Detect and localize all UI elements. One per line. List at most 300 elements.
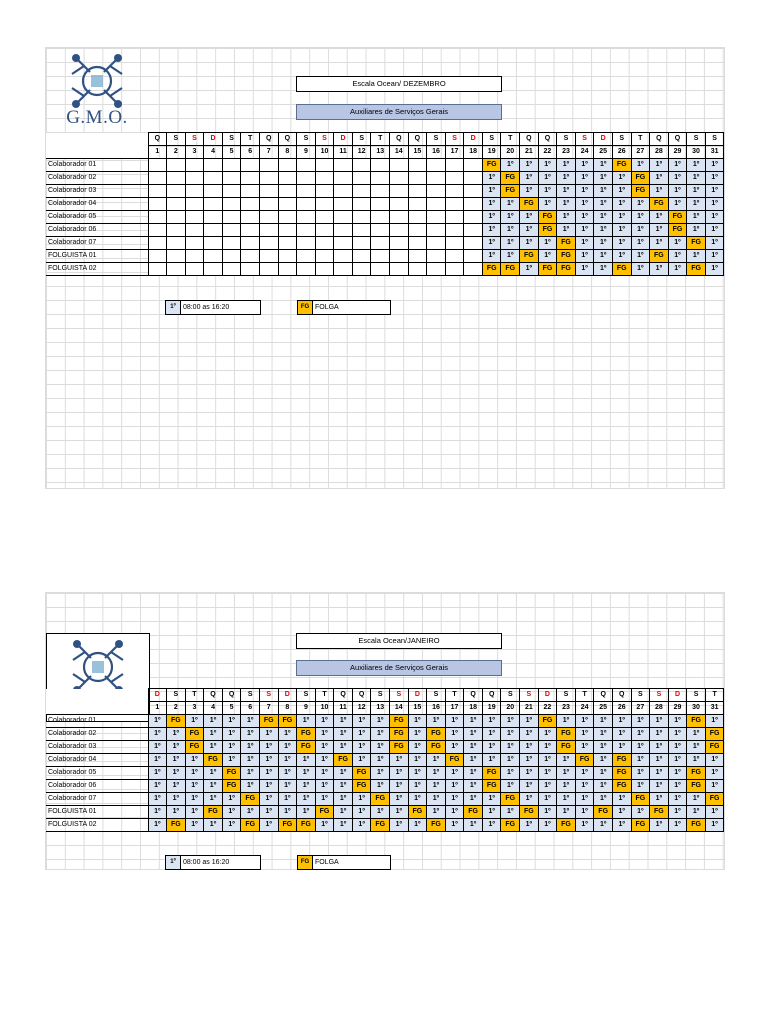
shift-cell[interactable] bbox=[222, 237, 241, 250]
shift-cell[interactable]: 1º bbox=[315, 819, 334, 832]
shift-cell[interactable] bbox=[148, 250, 167, 263]
shift-cell[interactable]: 1º bbox=[668, 806, 687, 819]
shift-cell[interactable]: 1º bbox=[631, 806, 650, 819]
shift-cell[interactable]: 1º bbox=[668, 185, 687, 198]
shift-cell[interactable] bbox=[390, 159, 409, 172]
shift-cell[interactable]: 1º bbox=[557, 198, 576, 211]
shift-cell[interactable] bbox=[352, 250, 371, 263]
shift-cell[interactable]: FG bbox=[427, 728, 446, 741]
shift-cell[interactable]: 1º bbox=[464, 715, 483, 728]
shift-cell[interactable]: 1º bbox=[650, 715, 669, 728]
shift-cell[interactable]: 1º bbox=[631, 754, 650, 767]
shift-cell[interactable]: FG bbox=[297, 741, 316, 754]
shift-cell[interactable] bbox=[278, 237, 297, 250]
shift-cell[interactable]: 1º bbox=[482, 185, 501, 198]
shift-cell[interactable]: 1º bbox=[259, 780, 278, 793]
shift-cell[interactable] bbox=[167, 198, 186, 211]
shift-cell[interactable]: FG bbox=[687, 237, 706, 250]
shift-cell[interactable] bbox=[278, 185, 297, 198]
shift-cell[interactable]: FG bbox=[408, 806, 427, 819]
shift-cell[interactable] bbox=[334, 263, 353, 276]
shift-cell[interactable]: FG bbox=[315, 806, 334, 819]
shift-cell[interactable]: 1º bbox=[167, 728, 186, 741]
shift-cell[interactable] bbox=[371, 198, 390, 211]
shift-cell[interactable]: FG bbox=[352, 767, 371, 780]
shift-cell[interactable] bbox=[315, 211, 334, 224]
shift-cell[interactable]: 1º bbox=[668, 159, 687, 172]
shift-cell[interactable] bbox=[427, 224, 446, 237]
shift-cell[interactable]: 1º bbox=[520, 185, 539, 198]
shift-cell[interactable] bbox=[167, 263, 186, 276]
shift-cell[interactable] bbox=[241, 198, 260, 211]
shift-cell[interactable]: 1º bbox=[241, 715, 260, 728]
shift-cell[interactable]: FG bbox=[278, 715, 297, 728]
shift-cell[interactable] bbox=[148, 263, 167, 276]
shift-cell[interactable]: 1º bbox=[631, 224, 650, 237]
shift-cell[interactable] bbox=[185, 250, 204, 263]
shift-cell[interactable]: FG bbox=[371, 793, 390, 806]
shift-cell[interactable]: 1º bbox=[594, 715, 613, 728]
shift-cell[interactable]: FG bbox=[185, 728, 204, 741]
shift-cell[interactable] bbox=[222, 159, 241, 172]
shift-cell[interactable]: 1º bbox=[241, 741, 260, 754]
shift-cell[interactable]: FG bbox=[650, 806, 669, 819]
shift-cell[interactable]: 1º bbox=[687, 185, 706, 198]
shift-cell[interactable]: 1º bbox=[334, 728, 353, 741]
shift-cell[interactable]: 1º bbox=[445, 767, 464, 780]
shift-cell[interactable]: 1º bbox=[520, 263, 539, 276]
shift-cell[interactable]: 1º bbox=[390, 780, 409, 793]
shift-cell[interactable]: 1º bbox=[259, 806, 278, 819]
shift-cell[interactable]: FG bbox=[371, 819, 390, 832]
shift-cell[interactable]: FG bbox=[297, 819, 316, 832]
shift-cell[interactable]: FG bbox=[204, 806, 223, 819]
shift-cell[interactable] bbox=[185, 211, 204, 224]
shift-cell[interactable]: 1º bbox=[371, 728, 390, 741]
shift-cell[interactable]: 1º bbox=[612, 728, 631, 741]
shift-cell[interactable] bbox=[464, 198, 483, 211]
shift-cell[interactable]: 1º bbox=[501, 237, 520, 250]
shift-cell[interactable] bbox=[445, 185, 464, 198]
shift-cell[interactable]: 1º bbox=[538, 754, 557, 767]
shift-cell[interactable] bbox=[445, 172, 464, 185]
shift-cell[interactable]: 1º bbox=[687, 741, 706, 754]
shift-cell[interactable]: 1º bbox=[650, 159, 669, 172]
shift-cell[interactable]: FG bbox=[501, 185, 520, 198]
shift-cell[interactable]: 1º bbox=[222, 819, 241, 832]
shift-cell[interactable]: 1º bbox=[390, 806, 409, 819]
shift-cell[interactable]: 1º bbox=[520, 754, 539, 767]
shift-cell[interactable]: 1º bbox=[371, 780, 390, 793]
shift-cell[interactable]: 1º bbox=[650, 263, 669, 276]
shift-cell[interactable]: 1º bbox=[705, 185, 724, 198]
shift-cell[interactable]: 1º bbox=[259, 767, 278, 780]
shift-cell[interactable]: 1º bbox=[167, 806, 186, 819]
shift-cell[interactable]: 1º bbox=[650, 793, 669, 806]
shift-cell[interactable]: FG bbox=[687, 780, 706, 793]
shift-cell[interactable] bbox=[315, 224, 334, 237]
shift-cell[interactable]: FG bbox=[557, 728, 576, 741]
shift-cell[interactable] bbox=[352, 172, 371, 185]
shift-cell[interactable]: 1º bbox=[501, 728, 520, 741]
shift-cell[interactable]: 1º bbox=[445, 715, 464, 728]
shift-cell[interactable]: FG bbox=[687, 767, 706, 780]
shift-cell[interactable]: FG bbox=[464, 806, 483, 819]
shift-cell[interactable]: 1º bbox=[594, 211, 613, 224]
shift-cell[interactable] bbox=[352, 198, 371, 211]
shift-cell[interactable]: 1º bbox=[222, 741, 241, 754]
shift-cell[interactable] bbox=[167, 237, 186, 250]
shift-cell[interactable]: 1º bbox=[445, 793, 464, 806]
shift-cell[interactable] bbox=[352, 237, 371, 250]
shift-cell[interactable]: 1º bbox=[650, 172, 669, 185]
shift-cell[interactable] bbox=[241, 263, 260, 276]
shift-cell[interactable]: 1º bbox=[612, 250, 631, 263]
shift-cell[interactable]: 1º bbox=[315, 741, 334, 754]
shift-cell[interactable]: 1º bbox=[650, 819, 669, 832]
shift-cell[interactable]: FG bbox=[650, 250, 669, 263]
shift-cell[interactable] bbox=[464, 211, 483, 224]
shift-cell[interactable]: 1º bbox=[650, 211, 669, 224]
shift-cell[interactable]: 1º bbox=[241, 806, 260, 819]
shift-cell[interactable]: 1º bbox=[352, 728, 371, 741]
shift-cell[interactable]: 1º bbox=[482, 793, 501, 806]
shift-cell[interactable] bbox=[297, 224, 316, 237]
shift-cell[interactable] bbox=[241, 185, 260, 198]
shift-cell[interactable]: 1º bbox=[575, 263, 594, 276]
shift-cell[interactable]: 1º bbox=[464, 819, 483, 832]
shift-cell[interactable] bbox=[185, 172, 204, 185]
shift-cell[interactable]: FG bbox=[705, 741, 724, 754]
shift-cell[interactable]: 1º bbox=[705, 172, 724, 185]
shift-cell[interactable]: 1º bbox=[315, 767, 334, 780]
shift-cell[interactable]: 1º bbox=[612, 211, 631, 224]
shift-cell[interactable]: 1º bbox=[352, 793, 371, 806]
shift-cell[interactable]: 1º bbox=[687, 172, 706, 185]
shift-cell[interactable]: 1º bbox=[705, 767, 724, 780]
shift-cell[interactable] bbox=[445, 224, 464, 237]
shift-cell[interactable]: 1º bbox=[705, 211, 724, 224]
shift-cell[interactable]: 1º bbox=[594, 819, 613, 832]
shift-cell[interactable]: 1º bbox=[445, 728, 464, 741]
shift-cell[interactable]: 1º bbox=[185, 754, 204, 767]
shift-cell[interactable] bbox=[427, 185, 446, 198]
shift-cell[interactable] bbox=[408, 172, 427, 185]
shift-cell[interactable]: 1º bbox=[520, 793, 539, 806]
shift-cell[interactable]: 1º bbox=[705, 819, 724, 832]
shift-cell[interactable]: FG bbox=[334, 754, 353, 767]
shift-cell[interactable]: FG bbox=[594, 806, 613, 819]
shift-cell[interactable]: FG bbox=[538, 263, 557, 276]
shift-cell[interactable]: 1º bbox=[501, 715, 520, 728]
shift-cell[interactable] bbox=[352, 159, 371, 172]
shift-cell[interactable]: 1º bbox=[612, 819, 631, 832]
shift-cell[interactable] bbox=[371, 224, 390, 237]
shift-cell[interactable]: 1º bbox=[259, 793, 278, 806]
shift-cell[interactable]: 1º bbox=[650, 780, 669, 793]
shift-cell[interactable]: 1º bbox=[185, 780, 204, 793]
shift-cell[interactable] bbox=[297, 250, 316, 263]
shift-cell[interactable] bbox=[390, 224, 409, 237]
shift-cell[interactable] bbox=[390, 198, 409, 211]
shift-cell[interactable] bbox=[390, 250, 409, 263]
shift-cell[interactable] bbox=[167, 159, 186, 172]
shift-cell[interactable]: 1º bbox=[538, 793, 557, 806]
shift-cell[interactable]: 1º bbox=[538, 198, 557, 211]
shift-cell[interactable] bbox=[185, 224, 204, 237]
shift-cell[interactable]: 1º bbox=[278, 806, 297, 819]
shift-cell[interactable] bbox=[464, 185, 483, 198]
shift-cell[interactable] bbox=[297, 172, 316, 185]
shift-cell[interactable]: 1º bbox=[482, 741, 501, 754]
shift-cell[interactable] bbox=[334, 237, 353, 250]
shift-cell[interactable] bbox=[334, 159, 353, 172]
shift-cell[interactable]: 1º bbox=[204, 741, 223, 754]
shift-cell[interactable]: 1º bbox=[575, 715, 594, 728]
shift-cell[interactable]: 1º bbox=[520, 819, 539, 832]
shift-cell[interactable]: 1º bbox=[464, 741, 483, 754]
shift-cell[interactable] bbox=[315, 237, 334, 250]
shift-cell[interactable]: 1º bbox=[705, 780, 724, 793]
shift-cell[interactable]: FG bbox=[222, 767, 241, 780]
shift-cell[interactable]: 1º bbox=[315, 780, 334, 793]
shift-cell[interactable]: FG bbox=[259, 715, 278, 728]
shift-cell[interactable]: FG bbox=[687, 819, 706, 832]
shift-cell[interactable]: 1º bbox=[501, 741, 520, 754]
shift-cell[interactable]: 1º bbox=[482, 172, 501, 185]
shift-cell[interactable]: 1º bbox=[315, 728, 334, 741]
shift-cell[interactable]: 1º bbox=[167, 793, 186, 806]
shift-cell[interactable]: 1º bbox=[241, 780, 260, 793]
shift-cell[interactable] bbox=[427, 211, 446, 224]
shift-cell[interactable] bbox=[408, 237, 427, 250]
shift-cell[interactable] bbox=[148, 185, 167, 198]
shift-cell[interactable] bbox=[334, 185, 353, 198]
shift-cell[interactable]: 1º bbox=[705, 250, 724, 263]
shift-cell[interactable]: 1º bbox=[408, 767, 427, 780]
shift-cell[interactable]: 1º bbox=[371, 741, 390, 754]
shift-cell[interactable] bbox=[204, 172, 223, 185]
shift-cell[interactable]: 1º bbox=[594, 754, 613, 767]
shift-cell[interactable]: 1º bbox=[612, 172, 631, 185]
shift-cell[interactable]: FG bbox=[482, 263, 501, 276]
shift-cell[interactable]: 1º bbox=[315, 715, 334, 728]
shift-cell[interactable]: 1º bbox=[705, 198, 724, 211]
shift-cell[interactable]: 1º bbox=[204, 780, 223, 793]
shift-cell[interactable] bbox=[204, 237, 223, 250]
shift-cell[interactable]: 1º bbox=[148, 767, 167, 780]
shift-cell[interactable]: 1º bbox=[222, 793, 241, 806]
shift-cell[interactable]: 1º bbox=[408, 793, 427, 806]
shift-cell[interactable]: 1º bbox=[464, 728, 483, 741]
shift-cell[interactable]: 1º bbox=[705, 754, 724, 767]
shift-cell[interactable]: 1º bbox=[482, 715, 501, 728]
shift-cell[interactable]: 1º bbox=[408, 715, 427, 728]
shift-cell[interactable]: 1º bbox=[631, 159, 650, 172]
shift-cell[interactable] bbox=[371, 159, 390, 172]
shift-cell[interactable] bbox=[408, 224, 427, 237]
shift-cell[interactable] bbox=[315, 172, 334, 185]
shift-cell[interactable]: FG bbox=[520, 806, 539, 819]
shift-cell[interactable]: 1º bbox=[650, 237, 669, 250]
shift-cell[interactable]: FG bbox=[352, 780, 371, 793]
shift-cell[interactable] bbox=[204, 250, 223, 263]
shift-cell[interactable] bbox=[204, 159, 223, 172]
shift-cell[interactable] bbox=[278, 263, 297, 276]
shift-cell[interactable]: FG bbox=[631, 819, 650, 832]
shift-cell[interactable]: 1º bbox=[668, 237, 687, 250]
shift-cell[interactable] bbox=[297, 211, 316, 224]
shift-cell[interactable] bbox=[259, 224, 278, 237]
shift-cell[interactable]: 1º bbox=[538, 250, 557, 263]
shift-cell[interactable] bbox=[278, 172, 297, 185]
shift-cell[interactable]: 1º bbox=[612, 793, 631, 806]
shift-cell[interactable]: FG bbox=[668, 224, 687, 237]
shift-cell[interactable]: FG bbox=[557, 237, 576, 250]
shift-cell[interactable]: FG bbox=[538, 224, 557, 237]
shift-cell[interactable]: 1º bbox=[575, 819, 594, 832]
shift-cell[interactable]: 1º bbox=[538, 806, 557, 819]
shift-cell[interactable] bbox=[204, 263, 223, 276]
shift-cell[interactable]: 1º bbox=[297, 715, 316, 728]
shift-cell[interactable]: 1º bbox=[501, 754, 520, 767]
shift-cell[interactable]: 1º bbox=[668, 172, 687, 185]
shift-cell[interactable]: 1º bbox=[538, 819, 557, 832]
shift-cell[interactable]: 1º bbox=[222, 728, 241, 741]
shift-cell[interactable] bbox=[167, 224, 186, 237]
shift-cell[interactable]: 1º bbox=[408, 780, 427, 793]
shift-cell[interactable] bbox=[148, 237, 167, 250]
shift-cell[interactable] bbox=[297, 237, 316, 250]
shift-cell[interactable]: 1º bbox=[668, 728, 687, 741]
shift-cell[interactable] bbox=[334, 198, 353, 211]
shift-cell[interactable]: FG bbox=[557, 263, 576, 276]
shift-cell[interactable]: 1º bbox=[352, 819, 371, 832]
shift-cell[interactable]: 1º bbox=[594, 767, 613, 780]
shift-cell[interactable]: 1º bbox=[612, 741, 631, 754]
shift-cell[interactable]: 1º bbox=[631, 767, 650, 780]
shift-cell[interactable]: 1º bbox=[631, 715, 650, 728]
shift-cell[interactable]: 1º bbox=[222, 754, 241, 767]
shift-cell[interactable]: FG bbox=[185, 741, 204, 754]
shift-cell[interactable] bbox=[241, 250, 260, 263]
shift-cell[interactable] bbox=[334, 250, 353, 263]
shift-cell[interactable]: FG bbox=[501, 793, 520, 806]
shift-cell[interactable]: 1º bbox=[705, 715, 724, 728]
shift-cell[interactable]: 1º bbox=[612, 198, 631, 211]
shift-cell[interactable]: 1º bbox=[650, 767, 669, 780]
shift-cell[interactable]: 1º bbox=[482, 211, 501, 224]
shift-cell[interactable]: FG bbox=[167, 715, 186, 728]
shift-cell[interactable]: 1º bbox=[575, 728, 594, 741]
shift-cell[interactable] bbox=[259, 237, 278, 250]
shift-cell[interactable]: 1º bbox=[352, 754, 371, 767]
shift-cell[interactable]: 1º bbox=[185, 767, 204, 780]
shift-cell[interactable]: 1º bbox=[557, 793, 576, 806]
shift-cell[interactable]: 1º bbox=[482, 237, 501, 250]
shift-cell[interactable]: 1º bbox=[687, 728, 706, 741]
shift-cell[interactable]: FG bbox=[575, 754, 594, 767]
shift-cell[interactable]: 1º bbox=[464, 767, 483, 780]
shift-cell[interactable]: 1º bbox=[390, 754, 409, 767]
shift-cell[interactable]: 1º bbox=[297, 767, 316, 780]
shift-cell[interactable]: 1º bbox=[612, 806, 631, 819]
shift-cell[interactable]: 1º bbox=[650, 224, 669, 237]
shift-cell[interactable]: FG bbox=[278, 819, 297, 832]
shift-cell[interactable]: 1º bbox=[204, 819, 223, 832]
shift-cell[interactable] bbox=[148, 172, 167, 185]
shift-cell[interactable] bbox=[390, 237, 409, 250]
shift-cell[interactable]: 1º bbox=[631, 780, 650, 793]
shift-cell[interactable] bbox=[222, 198, 241, 211]
shift-cell[interactable]: 1º bbox=[557, 172, 576, 185]
shift-cell[interactable]: 1º bbox=[650, 728, 669, 741]
shift-cell[interactable] bbox=[408, 211, 427, 224]
shift-cell[interactable]: 1º bbox=[482, 224, 501, 237]
shift-cell[interactable] bbox=[241, 211, 260, 224]
shift-cell[interactable]: FG bbox=[705, 793, 724, 806]
shift-cell[interactable]: 1º bbox=[427, 780, 446, 793]
shift-cell[interactable]: 1º bbox=[575, 159, 594, 172]
shift-cell[interactable] bbox=[222, 211, 241, 224]
shift-cell[interactable]: 1º bbox=[278, 741, 297, 754]
shift-cell[interactable] bbox=[371, 263, 390, 276]
shift-cell[interactable]: 1º bbox=[594, 793, 613, 806]
shift-cell[interactable]: 1º bbox=[594, 159, 613, 172]
shift-cell[interactable]: 1º bbox=[390, 767, 409, 780]
shift-cell[interactable] bbox=[427, 172, 446, 185]
shift-cell[interactable]: 1º bbox=[482, 250, 501, 263]
shift-cell[interactable]: 1º bbox=[687, 793, 706, 806]
shift-cell[interactable]: 1º bbox=[668, 780, 687, 793]
shift-cell[interactable]: FG bbox=[482, 159, 501, 172]
shift-cell[interactable]: 1º bbox=[557, 780, 576, 793]
shift-cell[interactable]: 1º bbox=[501, 211, 520, 224]
shift-cell[interactable]: 1º bbox=[575, 224, 594, 237]
shift-cell[interactable]: 1º bbox=[445, 780, 464, 793]
shift-cell[interactable] bbox=[259, 263, 278, 276]
shift-cell[interactable]: 1º bbox=[482, 819, 501, 832]
shift-cell[interactable]: 1º bbox=[464, 780, 483, 793]
shift-cell[interactable]: 1º bbox=[687, 159, 706, 172]
shift-cell[interactable]: 1º bbox=[612, 224, 631, 237]
shift-cell[interactable]: 1º bbox=[445, 806, 464, 819]
shift-cell[interactable]: 1º bbox=[575, 806, 594, 819]
shift-cell[interactable] bbox=[204, 185, 223, 198]
shift-cell[interactable]: FG bbox=[612, 754, 631, 767]
shift-cell[interactable] bbox=[408, 263, 427, 276]
shift-cell[interactable]: 1º bbox=[631, 728, 650, 741]
shift-cell[interactable]: 1º bbox=[408, 741, 427, 754]
shift-cell[interactable]: 1º bbox=[557, 715, 576, 728]
shift-cell[interactable]: 1º bbox=[520, 211, 539, 224]
shift-cell[interactable]: 1º bbox=[594, 185, 613, 198]
shift-cell[interactable]: 1º bbox=[668, 754, 687, 767]
shift-cell[interactable] bbox=[297, 263, 316, 276]
shift-cell[interactable] bbox=[371, 237, 390, 250]
shift-cell[interactable]: 1º bbox=[575, 793, 594, 806]
shift-cell[interactable] bbox=[278, 198, 297, 211]
shift-cell[interactable]: 1º bbox=[352, 741, 371, 754]
shift-cell[interactable] bbox=[167, 211, 186, 224]
shift-cell[interactable] bbox=[222, 263, 241, 276]
shift-cell[interactable]: 1º bbox=[241, 754, 260, 767]
shift-cell[interactable]: FG bbox=[390, 715, 409, 728]
shift-cell[interactable]: 1º bbox=[687, 224, 706, 237]
shift-cell[interactable] bbox=[241, 224, 260, 237]
shift-cell[interactable] bbox=[259, 159, 278, 172]
shift-cell[interactable] bbox=[390, 185, 409, 198]
